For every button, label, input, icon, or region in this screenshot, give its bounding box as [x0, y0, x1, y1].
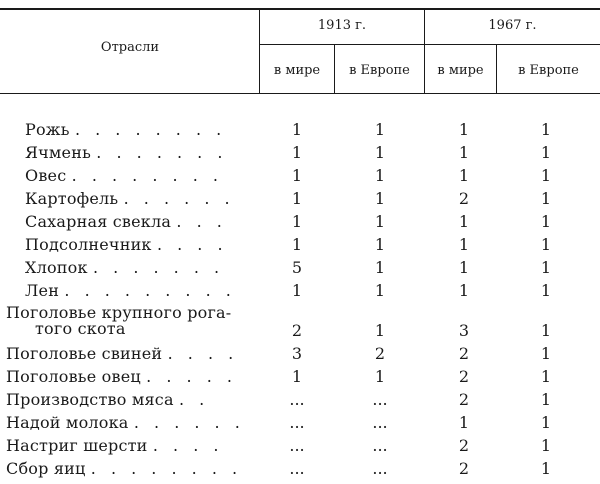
header-1913-europe: в Европе — [349, 63, 410, 78]
value-1967-europe: 1 — [540, 235, 552, 254]
value-1967-europe: 1 — [540, 281, 552, 300]
value-1967-world: 1 — [458, 120, 470, 139]
value-1967-world: 1 — [458, 281, 470, 300]
value-1913-world: 1 — [291, 235, 303, 254]
value-1967-world: 1 — [458, 258, 470, 277]
row-label: Сахарная свекла — [25, 212, 172, 231]
row-label: Настриг шерсти — [6, 436, 148, 455]
value-1967-europe: 1 — [540, 120, 552, 139]
value-1913-europe: 1 — [374, 235, 386, 254]
value-1967-world: 1 — [458, 413, 470, 432]
header-1967-europe: в Европе — [518, 63, 579, 78]
row-label: Картофель — [25, 189, 119, 208]
value-1913-europe: 2 — [374, 344, 386, 363]
value-1913-europe: ... — [372, 390, 388, 409]
value-1967-world: 2 — [458, 459, 470, 478]
value-1913-world: ... — [289, 390, 305, 409]
value-1967-europe: 1 — [540, 344, 552, 363]
value-1913-europe: 1 — [374, 166, 386, 185]
leader-dots: . . . . . . . — [96, 143, 228, 162]
value-1913-europe: 1 — [374, 321, 386, 340]
value-1967-world: 2 — [458, 189, 470, 208]
leader-dots: . . . . . . — [133, 413, 245, 432]
value-1967-world: 1 — [458, 143, 470, 162]
row-label: Надой молока — [6, 413, 129, 432]
leader-dots: . . . . — [156, 235, 228, 254]
value-1913-world: 3 — [291, 344, 303, 363]
value-1967-world: 3 — [458, 321, 470, 340]
value-1913-europe: ... — [372, 413, 388, 432]
value-1913-world: 1 — [291, 166, 303, 185]
leader-dots: . . . . — [152, 436, 224, 455]
value-1967-world: 1 — [458, 212, 470, 231]
value-1913-world: 1 — [291, 212, 303, 231]
value-1967-world: 2 — [458, 436, 470, 455]
value-1913-europe: 1 — [374, 367, 386, 386]
value-1967-europe: 1 — [540, 166, 552, 185]
row-label: Поголовье крупного рога- — [6, 303, 232, 322]
value-1967-world: 1 — [458, 166, 470, 185]
value-1913-europe: 1 — [374, 189, 386, 208]
value-1967-europe: 1 — [540, 413, 552, 432]
value-1913-europe: 1 — [374, 281, 386, 300]
header-1967-world: в мире — [437, 63, 484, 78]
value-1967-europe: 1 — [540, 436, 552, 455]
value-1967-europe: 1 — [540, 459, 552, 478]
header-sector: Отрасли — [100, 40, 160, 55]
leader-dots: . . . . — [167, 344, 239, 363]
value-1967-world: 2 — [458, 390, 470, 409]
header-year-1913: 1913 г. — [317, 18, 367, 33]
leader-dots: . . . . . . . — [92, 258, 225, 277]
row-label: Овес — [25, 166, 67, 185]
value-1913-world: 1 — [291, 120, 303, 139]
value-1913-world: 1 — [291, 367, 303, 386]
row-label-continued: того скота — [35, 319, 126, 338]
value-1967-europe: 1 — [540, 143, 552, 162]
value-1913-europe: ... — [372, 436, 388, 455]
leader-dots: . . . . . . . . — [71, 166, 223, 185]
header-year-1967: 1967 г. — [488, 18, 537, 33]
value-1913-world: 2 — [291, 321, 303, 340]
value-1913-europe: 1 — [374, 143, 386, 162]
value-1913-europe: 1 — [374, 212, 386, 231]
leader-dots: . . — [179, 390, 210, 409]
value-1913-europe: ... — [372, 459, 388, 478]
value-1967-world: 2 — [458, 344, 470, 363]
value-1913-world: 1 — [291, 281, 303, 300]
value-1967-europe: 1 — [540, 390, 552, 409]
row-label: Производство мяса — [6, 390, 174, 409]
leader-dots: . . . . . . . . — [74, 120, 227, 139]
value-1913-world: ... — [289, 436, 305, 455]
value-1913-world: 5 — [291, 258, 303, 277]
header-bottom-rule — [0, 93, 600, 94]
leader-dots: . . . . . . . . . — [64, 281, 236, 300]
value-1967-europe: 1 — [540, 321, 552, 340]
value-1967-world: 1 — [458, 235, 470, 254]
leader-dots: . . . . . — [146, 367, 237, 386]
row-label: Подсолнечник — [25, 235, 152, 254]
leader-dots: . . . . . . . . — [90, 459, 243, 478]
year-rule — [260, 44, 600, 45]
top-rule — [0, 8, 600, 10]
value-1967-europe: 1 — [540, 212, 552, 231]
leader-dots: . . . — [176, 212, 227, 231]
value-1913-europe: 1 — [374, 258, 386, 277]
row-label: Рожь — [25, 120, 70, 139]
value-1967-europe: 1 — [540, 367, 552, 386]
value-1913-world: 1 — [291, 143, 303, 162]
row-label: Лен — [25, 281, 60, 300]
value-1913-world: ... — [289, 413, 305, 432]
row-label: Поголовье овец — [6, 367, 141, 386]
value-1913-world: ... — [289, 459, 305, 478]
value-1967-europe: 1 — [540, 258, 552, 277]
value-1913-europe: 1 — [374, 120, 386, 139]
row-label: Сбор яиц — [6, 459, 86, 478]
row-label: Поголовье свиней — [6, 344, 163, 363]
value-1967-world: 2 — [458, 367, 470, 386]
value-1913-world: 1 — [291, 189, 303, 208]
row-label: Ячмень — [25, 143, 91, 162]
header-1913-world: в мире — [273, 63, 321, 78]
value-1967-europe: 1 — [540, 189, 552, 208]
row-label: Хлопок — [25, 258, 88, 277]
leader-dots: . . . . . . — [123, 189, 235, 208]
